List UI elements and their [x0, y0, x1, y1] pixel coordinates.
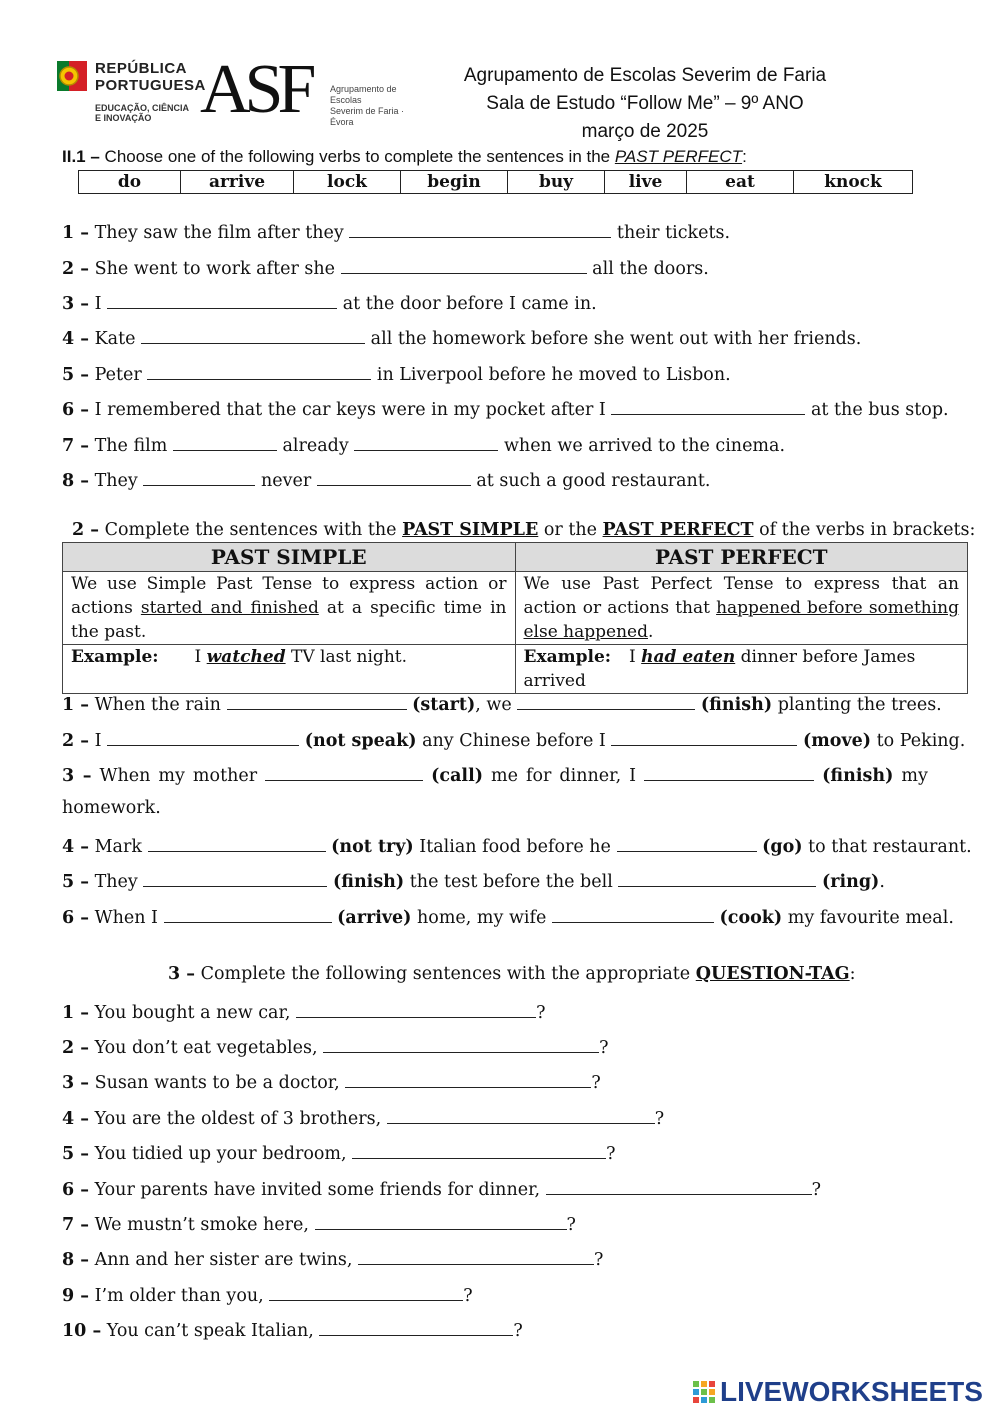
sentence-number: 2 – [62, 1038, 90, 1058]
answer-blank[interactable] [269, 1283, 463, 1301]
answer-blank[interactable] [611, 397, 805, 415]
instruction-colon: : [742, 147, 747, 166]
verb-hint: (arrive) [337, 908, 412, 928]
verb-hint: (go) [762, 837, 803, 857]
s3-sentence-10 [62, 1318, 523, 1341]
sentence-text: to that restaurant. [808, 837, 972, 857]
document-date: março de 2025 [581, 121, 709, 142]
logo-subtitle-line-2: E INOVAÇÃO [95, 113, 152, 123]
school-name: Agrupamento de Escolas Severim de Faria [463, 65, 827, 86]
sentence-text: They [94, 872, 138, 892]
sentence-text: the test before the bell [409, 872, 613, 892]
answer-blank[interactable] [644, 763, 814, 781]
sentence-text: my [901, 766, 928, 786]
example-label: Example: [71, 647, 159, 667]
sentence-text: She went to work after she [94, 259, 336, 279]
question-mark: ? [463, 1286, 473, 1306]
s2-sentence-5 [62, 869, 885, 892]
answer-blank[interactable] [107, 291, 337, 309]
verb-hint: (finish) [332, 872, 405, 892]
example-text: TV last night. [285, 647, 408, 667]
answer-blank[interactable] [107, 728, 299, 746]
explanation-text: . [648, 622, 654, 642]
sentence-number: 1 – [62, 223, 90, 243]
verb-hint: (finish) [700, 695, 773, 715]
sentence-text: The film [94, 436, 168, 456]
past-simple-explanation [63, 572, 516, 645]
sentence-text: Ann and her sister are twins, [94, 1250, 353, 1270]
verb-bank-row [79, 171, 913, 194]
logo-title-line-2: PORTUGUESA [95, 77, 206, 94]
sentence-text: You are the oldest of 3 brothers, [94, 1109, 382, 1129]
instruction-colon: : [849, 964, 856, 984]
sentence-text: never [260, 471, 312, 491]
answer-blank[interactable] [227, 692, 407, 710]
sentence-text: their tickets. [616, 223, 731, 243]
sentence-number: 7 – [62, 1215, 90, 1235]
answer-blank[interactable] [358, 1247, 594, 1265]
answer-blank[interactable] [341, 256, 587, 274]
sentence-text: in Liverpool before he moved to Lisbon. [376, 365, 731, 385]
grammar-reference-table [62, 542, 968, 694]
logo-subtitle-line-1: EDUCAÇÃO, CIÊNCIA [95, 103, 190, 113]
s1-sentence-2 [62, 256, 709, 279]
sentence-number: 3 – [62, 1073, 90, 1093]
sentence-text: at such a good restaurant. [476, 471, 711, 491]
section-2-instruction [72, 520, 975, 540]
section-1-number: II.1 – [62, 147, 100, 166]
s1-sentence-8 [62, 468, 710, 491]
answer-blank[interactable] [143, 468, 255, 486]
sentence-number: 1 – [62, 695, 90, 715]
sentence-number: 4 – [62, 329, 90, 349]
sentence-text: I remembered that the car keys were in my pocket after I [94, 400, 606, 420]
verb-cell: begin [401, 171, 508, 194]
past-perfect-example [515, 645, 968, 694]
sentence-text: Susan wants to be a doctor, [94, 1073, 340, 1093]
instruction-text: Complete the following sentences with the appropriate [195, 964, 696, 984]
section-1-instruction [62, 147, 747, 167]
grammar-example-row [63, 645, 968, 694]
past-simple-example [63, 645, 516, 694]
sentence-number: 5 – [62, 1144, 90, 1164]
s3-sentence-9 [62, 1283, 473, 1306]
answer-blank[interactable] [552, 905, 714, 923]
question-mark: ? [513, 1321, 523, 1341]
answer-blank[interactable] [317, 468, 471, 486]
verb-cell: knock [794, 171, 913, 194]
s1-sentence-4 [62, 326, 861, 349]
question-mark: ? [599, 1038, 609, 1058]
question-mark: ? [566, 1215, 576, 1235]
instruction-text: Choose one of the following verbs to complete the sentences in the [99, 147, 615, 166]
verb-hint: (cook) [719, 908, 783, 928]
s1-sentence-3 [62, 291, 597, 314]
class-name: Sala de Estudo “Follow Me” – 9º ANO [486, 93, 804, 114]
portugal-emblem-icon [55, 58, 89, 98]
liveworksheets-wordmark: LIVEWORKSHEETS [720, 1376, 983, 1407]
sentence-number: 4 – [62, 1109, 90, 1129]
sentence-text: You can’t speak Italian, [106, 1321, 314, 1341]
verb-bank-table [78, 170, 913, 194]
sentence-text: homework. [62, 798, 161, 818]
asf-logo-letters: ASF [200, 51, 311, 128]
instruction-text: Complete the sentences with the [99, 520, 403, 540]
past-simple-header: PAST SIMPLE [63, 543, 516, 572]
sentence-number: 10 – [62, 1321, 102, 1341]
s3-sentence-1 [62, 1000, 545, 1023]
sentence-number: 6 – [62, 1180, 90, 1200]
example-text: I [629, 647, 642, 667]
s2-sentence-3 [62, 763, 928, 786]
instruction-past-simple: PAST SIMPLE [402, 520, 539, 540]
liveworksheets-mark-icon [692, 1380, 716, 1404]
sentence-text: You bought a new car, [94, 1003, 291, 1023]
s3-sentence-7 [62, 1212, 576, 1235]
sentence-number: 6 – [62, 908, 90, 928]
s1-sentence-6 [62, 397, 949, 420]
question-mark: ? [591, 1073, 601, 1093]
sentence-number: 7 – [62, 436, 90, 456]
answer-blank[interactable] [173, 433, 277, 451]
sentence-number: 8 – [62, 471, 90, 491]
logo-subtitle [95, 103, 189, 123]
answer-blank[interactable] [164, 905, 332, 923]
answer-blank[interactable] [148, 834, 326, 852]
asf-caption-line-1: Agrupamento de Escolas [330, 84, 397, 105]
document-header [400, 62, 890, 146]
logo-title [95, 60, 206, 94]
sentence-text: Peter [94, 365, 142, 385]
verb-hint: (ring) [821, 872, 880, 892]
s1-sentence-7 [62, 433, 785, 456]
sentence-number: 2 – [62, 259, 90, 279]
republica-portuguesa-logo [55, 58, 205, 130]
answer-blank[interactable] [546, 1177, 812, 1195]
past-perfect-header: PAST PERFECT [515, 543, 968, 572]
sentence-number: 4 – [62, 837, 90, 857]
instruction-question-tag: QUESTION-TAG [695, 964, 850, 984]
sentence-number: 3 – [62, 294, 90, 314]
sentence-text: my favourite meal. [787, 908, 954, 928]
asf-caption-line-2: Severim de Faria · Évora [330, 106, 405, 127]
sentence-text: all the homework before she went out with her friends. [370, 329, 862, 349]
verb-hint: (not speak) [304, 731, 417, 751]
example-text: dinner before James arrived [523, 647, 916, 691]
sentence-text: I [94, 294, 102, 314]
s3-sentence-8 [62, 1247, 603, 1270]
grammar-header-row [63, 543, 968, 572]
answer-blank[interactable] [617, 834, 757, 852]
answer-blank[interactable] [387, 1106, 655, 1124]
explanation-underline: started and finished [140, 598, 319, 618]
answer-blank[interactable] [618, 869, 816, 887]
instruction-text: or the [538, 520, 603, 540]
question-mark: ? [654, 1109, 665, 1129]
question-mark: ? [811, 1180, 822, 1200]
answer-blank[interactable] [296, 1000, 536, 1018]
s3-sentence-4 [62, 1106, 664, 1129]
answer-blank[interactable] [147, 362, 371, 380]
section-3-number: 3 – [168, 964, 196, 984]
question-mark: ? [536, 1003, 546, 1023]
sentence-text: We mustn’t smoke here, [94, 1215, 309, 1235]
explanation-underline: happened before something else happened [523, 598, 960, 642]
sentence-text: When I [94, 908, 158, 928]
verb-cell: buy [508, 171, 605, 194]
sentence-text: When my mother [99, 766, 258, 786]
answer-blank[interactable] [349, 220, 611, 238]
sentence-text: when we arrived to the cinema. [503, 436, 786, 456]
s3-sentence-5 [62, 1141, 616, 1164]
example-text: I [194, 647, 207, 667]
explanation-text: We use Simple Past Tense to express action or actions [71, 574, 507, 618]
sentence-text: already [282, 436, 349, 456]
logo-title-line-1: REPÚBLICA [95, 60, 188, 77]
answer-blank[interactable] [323, 1035, 599, 1053]
sentence-text: , we [475, 695, 512, 715]
answer-blank[interactable] [319, 1318, 513, 1336]
s2-sentence-6 [62, 905, 954, 928]
s2-sentence-4 [62, 834, 972, 857]
example-label: Example: [523, 647, 612, 667]
example-verb: had eaten [641, 647, 736, 667]
sentence-number: 3 – [62, 766, 92, 786]
s2-sentence-3-continued [62, 798, 161, 818]
asf-school-logo [200, 53, 430, 131]
liveworksheets-logo [692, 1376, 992, 1408]
verb-cell: eat [687, 171, 794, 194]
sentence-number: 5 – [62, 872, 90, 892]
sentence-text: Kate [94, 329, 136, 349]
answer-blank[interactable] [345, 1070, 591, 1088]
s1-sentence-1 [62, 220, 730, 243]
sentence-text: I [94, 731, 102, 751]
section-3-instruction [168, 964, 856, 984]
verb-cell: arrive [181, 171, 294, 194]
verb-cell: lock [294, 171, 401, 194]
s3-sentence-6 [62, 1177, 821, 1200]
verb-hint: (move) [802, 731, 872, 751]
question-mark: ? [606, 1144, 616, 1164]
sentence-text: at the door before I came in. [342, 294, 597, 314]
answer-blank[interactable] [265, 763, 423, 781]
sentence-text: Your parents have invited some friends for dinner, [94, 1180, 541, 1200]
sentence-text: You tidied up your bedroom, [94, 1144, 347, 1164]
grammar-explanation-row [63, 572, 968, 645]
s3-sentence-2 [62, 1035, 609, 1058]
verb-hint: (not try) [331, 837, 414, 857]
sentence-number: 9 – [62, 1286, 90, 1306]
verb-hint: (finish) [822, 766, 894, 786]
example-verb: watched [206, 647, 286, 667]
sentence-text: . [879, 872, 885, 892]
sentence-text: home, my wife [417, 908, 547, 928]
sentence-text: Mark [94, 837, 142, 857]
sentence-text: planting the trees. [777, 695, 942, 715]
sentence-text: at the bus stop. [811, 400, 949, 420]
verb-cell: live [605, 171, 687, 194]
instruction-past-perfect: PAST PERFECT [602, 520, 754, 540]
s2-sentence-1 [62, 692, 942, 715]
sentence-text: When the rain [94, 695, 221, 715]
answer-blank[interactable] [141, 326, 365, 344]
answer-blank[interactable] [315, 1212, 567, 1230]
s1-sentence-5 [62, 362, 731, 385]
answer-blank[interactable] [143, 869, 327, 887]
sentence-number: 1 – [62, 1003, 90, 1023]
verb-hint: (call) [431, 766, 484, 786]
sentence-text: You don’t eat vegetables, [94, 1038, 318, 1058]
sentence-number: 2 – [62, 731, 90, 751]
instruction-emphasis: PAST PERFECT [614, 147, 743, 166]
explanation-text: We use Past Perfect Tense to express that an action or actions that [523, 574, 959, 618]
question-mark: ? [593, 1250, 604, 1270]
section-2-number: 2 – [72, 520, 100, 540]
sentence-text: to Peking. [876, 731, 966, 751]
sentence-text: any Chinese before I [422, 731, 606, 751]
sentence-text: They [94, 471, 138, 491]
explanation-text: at a specific time in the past. [71, 598, 507, 642]
verb-hint: (start) [412, 695, 476, 715]
instruction-text: of the verbs in brackets: [753, 520, 976, 540]
answer-blank[interactable] [611, 728, 797, 746]
answer-blank[interactable] [517, 692, 695, 710]
s2-sentence-2 [62, 728, 965, 751]
verb-cell: do [79, 171, 181, 194]
sentence-text: They saw the film after they [94, 223, 344, 243]
s3-sentence-3 [62, 1070, 601, 1093]
sentence-text: Italian food before he [419, 837, 611, 857]
sentence-number: 5 – [62, 365, 90, 385]
sentence-text: me for dinner, I [491, 766, 637, 786]
sentence-text: I’m older than you, [94, 1286, 264, 1306]
sentence-text: all the doors. [592, 259, 709, 279]
sentence-number: 8 – [62, 1250, 90, 1270]
answer-blank[interactable] [352, 1141, 606, 1159]
sentence-number: 6 – [62, 400, 90, 420]
answer-blank[interactable] [354, 433, 498, 451]
past-perfect-explanation [515, 572, 968, 645]
